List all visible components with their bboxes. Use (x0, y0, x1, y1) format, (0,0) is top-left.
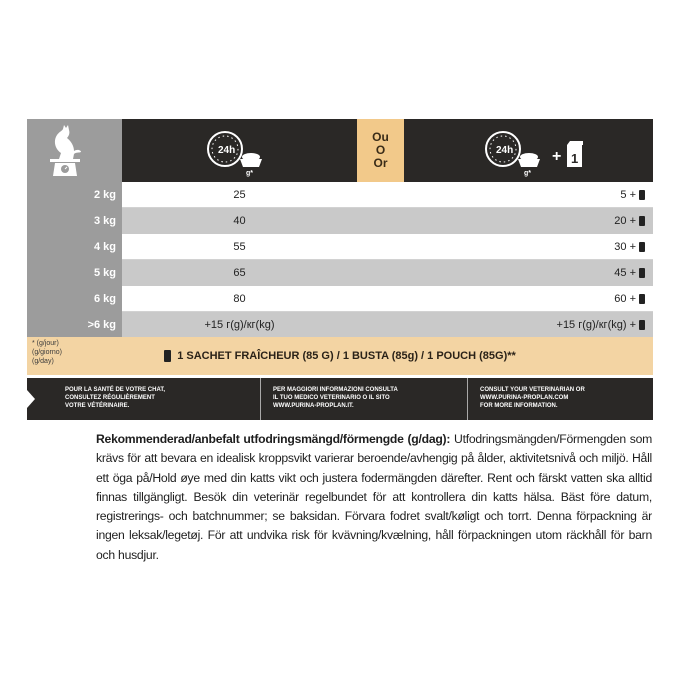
dry-amount: 65 (233, 267, 246, 279)
weight-cell-3kg: 3 kg (27, 208, 122, 234)
dry-amount: +15 г(g)/кг(kg) (204, 318, 275, 331)
weight-cell-over6kg: >6 kg (27, 312, 122, 337)
vet-advice-bar (27, 378, 653, 420)
or-word-en: Or (373, 156, 388, 170)
vet-advice-fr: POUR LA SANTÉ DE VOTRE CHAT, CONSULTEZ RÉGULIÈREMENT VOTRE VÉTÉRINAIRE. (65, 387, 166, 409)
unit-it: (g/giorno) (32, 349, 62, 356)
cat-scale-header (27, 119, 122, 182)
feeding-instructions-body: Utfodringsmängden/Förmengden som krävs för att bevara en idealisk kroppsvikt varierar beroende/avhengig på ålder, aktivitetsnivå och miljö. Håll ett öga på/Hold øye med din katts vikt och justera fodermängden därefter. Rent och färskt vatten ska alltid finnas tillgängligt. Besök din veterinär regelbundet för att kontrollera din katts hälsa. Bäst före datum, registrerings- och batchnummer; se baksidan. Förvara fodret svalt/køligt och torrt. Denna förpackning är ingen leksak/legetøj. För att undvika risk för kvävning/kvælning, håll förpackningen utom räckhåll för barn och husdjur. (96, 432, 652, 562)
svg-text:+: + (552, 148, 562, 165)
pouch-icon (639, 216, 645, 226)
or-word-fr: Ou (372, 130, 389, 144)
vet-advice-en: CONSULT YOUR VETERINARIAN OR WWW.PURINA-PROPLAN.COM FOR MORE INFORMATION. (480, 387, 585, 409)
svg-text:1: 1 (571, 151, 579, 166)
arrow-icon (27, 390, 35, 408)
cat-on-scale-icon (27, 119, 122, 182)
weight-cell-5kg: 5 kg (27, 260, 122, 286)
table-row (122, 182, 653, 208)
svg-text:24h: 24h (496, 145, 514, 156)
pouch-icon (639, 242, 645, 252)
mixed-feeding-header (404, 119, 653, 182)
mixed-amount: +15 г(g)/кг(kg) + (557, 312, 645, 337)
pouch-icon (164, 350, 171, 362)
table-row (122, 208, 653, 234)
mixed-amount: 5 + (620, 182, 645, 207)
weight-cell-6kg: 6 kg (27, 286, 122, 312)
or-word-it: O (375, 143, 386, 157)
mixed-amount: 30 + (614, 234, 645, 259)
svg-text:24h: 24h (218, 145, 236, 156)
vet-advice-it: PER MAGGIORI INFORMAZIONI CONSULTA IL TUO MEDICO VETERINARIO O IL SITO WWW.PURINA-PROPLAN.IT. (273, 387, 398, 409)
pouch-icon (639, 268, 645, 278)
unit-fr: * (g/jour) (32, 340, 59, 347)
weight-cell-4kg: 4 kg (27, 234, 122, 260)
divider (467, 378, 468, 420)
table-row (122, 260, 653, 286)
clock-bowl-icon (122, 119, 357, 182)
dry-amount: 40 (233, 215, 246, 227)
dry-amount: 80 (233, 292, 246, 305)
svg-text:g*: g* (246, 170, 253, 177)
pouch-info (27, 337, 653, 375)
or-label (357, 119, 404, 182)
pouch-icon (639, 294, 645, 304)
mixed-amount: 20 + (614, 208, 645, 234)
pouch-info-text: 1 SACHET FRAÎCHEUR (85 G) / 1 BUSTA (85g) / 1 POUCH (85G)** (177, 350, 516, 362)
svg-text:g*: g* (524, 170, 531, 177)
pouch-icon (639, 320, 645, 330)
table-row (122, 312, 653, 337)
clock-bowl-pouch-icon (404, 119, 653, 182)
table-row (122, 286, 653, 312)
mixed-amount: 60 + (614, 286, 645, 311)
dry-amount: 25 (233, 188, 246, 201)
dry-food-header (122, 119, 357, 182)
unit-en: (g/day) (32, 358, 54, 365)
divider (260, 378, 261, 420)
feeding-instructions (96, 430, 652, 565)
table-row (122, 234, 653, 260)
weight-cell-2kg: 2 kg (27, 182, 122, 208)
pouch-info-row (27, 337, 653, 375)
dry-amount: 55 (233, 240, 246, 253)
mixed-amount: 45 + (614, 260, 645, 286)
feeding-instructions-heading: Rekommenderad/anbefalt utfodringsmängd/förmengde (g/dag): (96, 432, 451, 446)
pouch-icon (639, 190, 645, 200)
